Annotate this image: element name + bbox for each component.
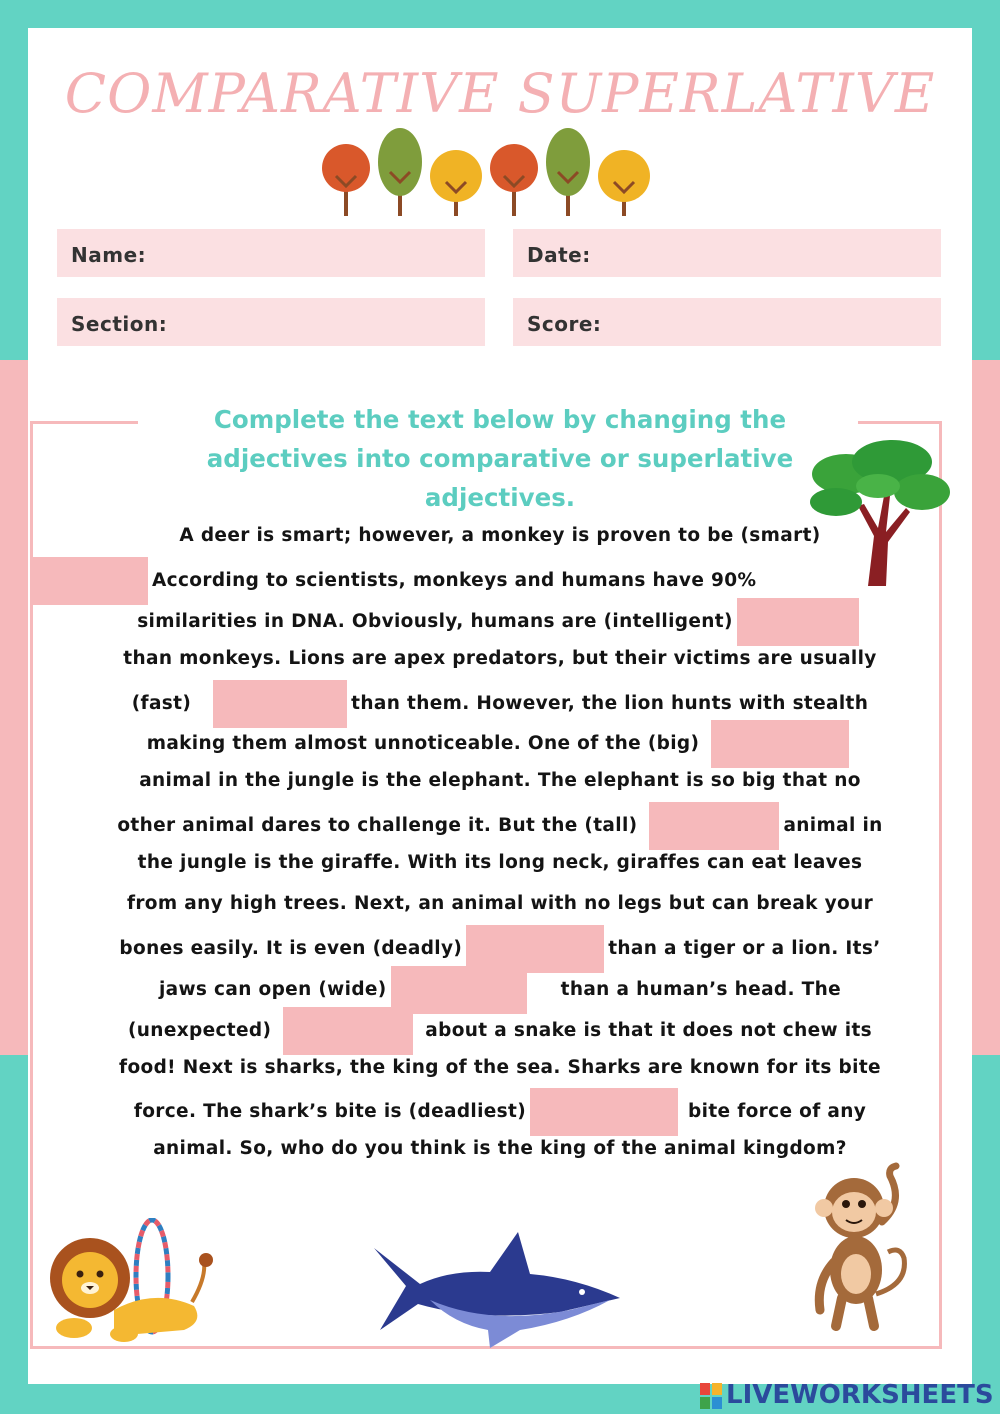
date-field[interactable]: Date: [513,229,941,277]
passage-text: than a tiger or a lion. Its’ [608,937,881,959]
answer-blank-1[interactable] [30,557,148,605]
passage-line [40,884,960,925]
passage-text: animal in the jungle is the elephant. The elephant is so big that no [139,770,861,792]
passage-line [40,802,960,843]
passage-text: A deer is smart; however, a monkey is proven to be (smart) [179,525,821,546]
lion-icon [44,1218,216,1344]
passage-line [40,1048,960,1089]
passage-line [40,1007,960,1048]
section-field[interactable]: Section: [57,298,485,346]
passage-text: other animal dares to challenge it. But the (tall) [117,815,638,837]
passage-line [40,925,960,966]
passage-line [40,720,960,761]
tree-row-decoration [318,126,658,218]
frame-line-top-left [30,421,138,424]
score-field[interactable]: Score: [513,298,941,346]
tree-icon [322,144,370,216]
passage-text: According to scientists, monkeys and humans have 90% [152,569,757,591]
instruction-text: Complete the text below by changing the adjectives into comparative or superlative adjectives. [206,405,794,512]
tree-icon [430,150,482,216]
passage-line [40,598,960,639]
passage-text: jaws can open (wide) [158,978,387,1000]
passage-line [40,557,960,598]
passage-line [40,680,960,721]
shark-icon [370,1226,626,1352]
passage-text: food! Next is sharks, the king of the sea. Sharks are known for its bite [119,1056,881,1078]
passage-text: (fast) [131,692,192,714]
passage-line [40,843,960,884]
monkey-icon [806,1162,910,1334]
live-badge-icon [700,1383,722,1409]
passage-text: from any high trees. Next, an animal with no legs but can break your [126,893,874,915]
passage-text: animal in [783,815,883,837]
passage-line [40,1088,960,1129]
tree-icon [598,150,650,216]
passage-line [40,516,960,557]
passage-text: the jungle is the giraffe. With its long neck, giraffes can eat leaves [137,852,863,874]
tree-icon [490,144,538,216]
frame-line-top-right [858,421,942,424]
tree-icon [546,128,590,216]
liveworksheets-logo[interactable] [700,1378,994,1412]
passage-text: force. The shark’s bite is (deadliest) [133,1101,527,1123]
passage-text: similarities in DNA. Obviously, humans are (intelligent) [137,610,733,632]
passage-line [40,639,960,680]
passage-line [40,761,960,802]
name-field[interactable]: Name: [57,229,485,277]
passage-text: than monkeys. Lions are apex predators, but their victims are usually [123,647,877,669]
passage-text: than a human’s head. The [560,978,842,1000]
passage-text: animal. So, who do you think is the king of the animal kingdom? [153,1138,847,1160]
worksheet-title: COMPARATIVE SUPERLATIVE [64,62,936,125]
tree-icon [378,128,422,216]
passage-line [40,966,960,1007]
passage-text: bones easily. It is even (deadly) [119,937,463,959]
logo-text: LIVEWORKSHEETS [726,1380,994,1410]
passage-text: making them almost unnoticeable. One of the (big) [146,733,700,755]
passage [40,516,960,1170]
passage-text: bite force of any [688,1101,867,1123]
passage-text: (unexpected) [127,1019,272,1041]
passage-text: than them. However, the lion hunts with stealth [351,692,869,714]
passage-text: about a snake is that it does not chew its [425,1019,873,1041]
